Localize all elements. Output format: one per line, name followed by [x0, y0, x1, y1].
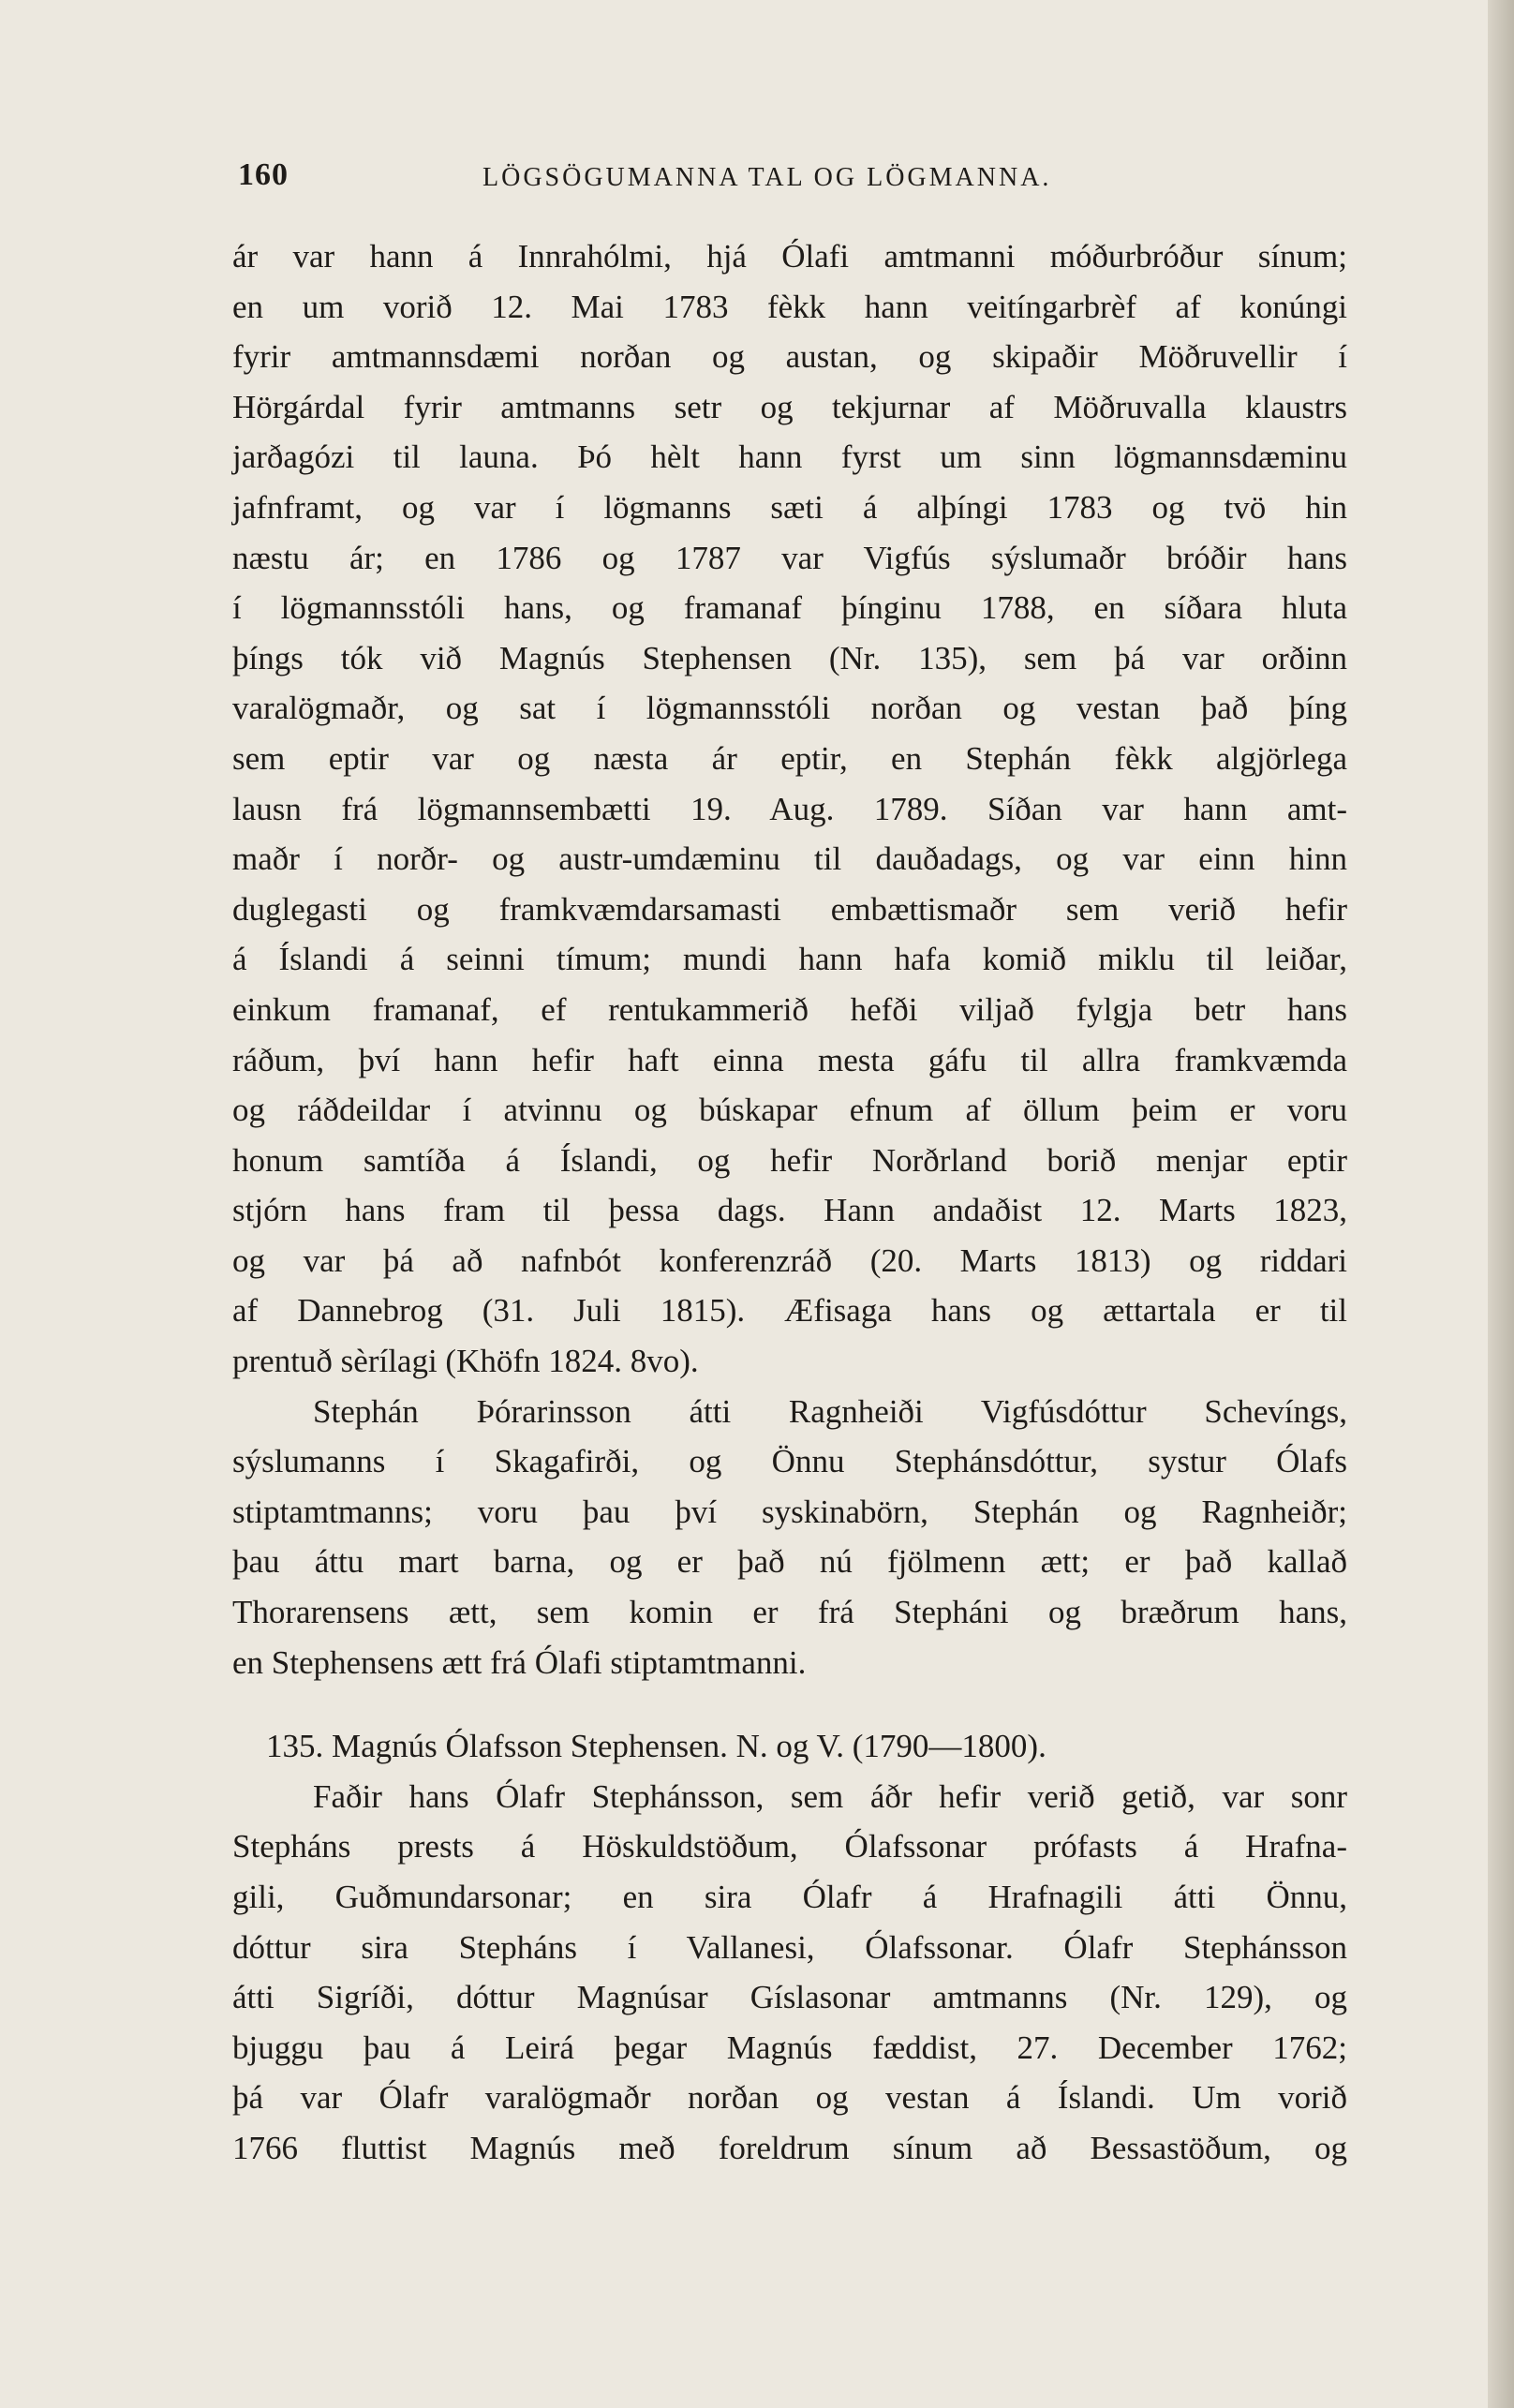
paragraph-3: [232, 1772, 1347, 2174]
page-number: 160: [238, 157, 289, 192]
text-line: duglegasti og framkvæmdarsamasti embættismaðr sem verið hefir: [232, 890, 1347, 928]
running-head: LÖGSÖGUMANNA TAL OG LÖGMANNA.: [482, 163, 1052, 192]
text-line: þíngs tók við Magnús Stephensen (Nr. 135), sem þá var orðinn: [232, 639, 1347, 676]
text-line: sýslumanns í Skagafirði, og Önnu Stephánsdóttur, systur Ólafs: [232, 1443, 1347, 1480]
text-line: gili, Guðmundarsonar; en sira Ólafr á Hrafnagili átti Önnu,: [232, 1879, 1347, 1915]
text-line: lausn frá lögmannsembætti 19. Aug. 1789. Síðan var hann amt-: [232, 790, 1347, 827]
text-line: einkum framanaf, ef rentukammerið hefði viljað fylgja betr hans: [232, 990, 1347, 1028]
text-line: og var þá að nafnbót konferenzráð (20. Marts 1813) og riddari: [232, 1241, 1347, 1279]
text-line: þau áttu mart barna, og er það nú fjölmenn ætt; er það kallað: [232, 1543, 1347, 1581]
text-line: Stepháns prests á Höskuldstöðum, Ólafssonar prófasts á Hrafna-: [232, 1828, 1347, 1865]
text-line: átti Sigríði, dóttur Magnúsar Gíslasonar amtmanns (Nr. 129), og: [232, 1979, 1347, 2016]
text-line: sem eptir var og næsta ár eptir, en Stephán fèkk algjörlega: [232, 739, 1347, 777]
paragraph-1: [232, 231, 1347, 1387]
text-line: honum samtíða á Íslandi, og hefir Norðrland borið menjar eptir: [232, 1141, 1347, 1179]
paragraph-2: [232, 1387, 1347, 1688]
text-line: af Dannebrog (31. Juli 1815). Æfisaga hans og ættartala er til: [232, 1292, 1347, 1330]
text-line: stjórn hans fram til þessa dags. Hann andaðist 12. Marts 1823,: [232, 1192, 1347, 1229]
text-line: jarðagózi til launa. Þó hèlt hann fyrst um sinn lögmannsdæminu: [232, 438, 1347, 476]
text-line: næstu ár; en 1786 og 1787 var Vigfús sýslumaðr bróðir hans: [232, 539, 1347, 576]
text-line: Faðir hans Ólafr Stephánsson, sem áðr hefir verið getið, var sonr: [313, 1777, 1347, 1815]
text-line: ráðum, því hann hefir haft einna mesta gáfu til allra framkvæmda: [232, 1041, 1347, 1078]
text-line: ár var hann á Innrahólmi, hjá Ólafi amtmanni móðurbróður sínum;: [232, 238, 1347, 275]
page-edge-shadow: [1488, 0, 1514, 2408]
text-line: á Íslandi á seinni tímum; mundi hann hafa komið miklu til leiðar,: [232, 941, 1347, 978]
text-line: prentuð sèrílagi (Khöfn 1824. 8vo).: [232, 1343, 699, 1380]
text-line: Thorarensens ætt, sem komin er frá Stepháni og bræðrum hans,: [232, 1594, 1347, 1631]
text-line: stiptamtmanns; voru þau því syskinabörn, Stephán og Ragnheiðr;: [232, 1493, 1347, 1530]
section-heading: 135. Magnús Ólafsson Stephensen. N. og V. (1790—1800).: [266, 1728, 1046, 1765]
text-line: Hörgárdal fyrir amtmanns setr og tekjurnar af Möðruvalla klaustrs: [232, 388, 1347, 425]
text-line: Stephán Þórarinsson átti Ragnheiði Vigfúsdóttur Schevíngs,: [313, 1392, 1347, 1430]
text-line: og ráðdeildar í atvinnu og búskapar efnum af öllum þeim er voru: [232, 1092, 1347, 1129]
text-line: maðr í norðr- og austr-umdæminu til dauðadags, og var einn hinn: [232, 840, 1347, 878]
text-line: í lögmannsstóli hans, og framanaf þínginu 1788, en síðara hluta: [232, 589, 1347, 627]
page-header: [225, 157, 1330, 204]
body-text: [232, 231, 1347, 2174]
text-line: varalögmaðr, og sat í lögmannsstóli norðan og vestan það þíng: [232, 690, 1347, 727]
text-line: en Stephensens ætt frá Ólafi stiptamtmanni.: [232, 1643, 807, 1681]
text-line: fyrir amtmannsdæmi norðan og austan, og skipaðir Möðruvellir í: [232, 338, 1347, 376]
text-line: dóttur sira Stepháns í Vallanesi, Ólafssonar. Ólafr Stephánsson: [232, 1928, 1347, 1966]
text-line: jafnframt, og var í lögmanns sæti á alþíngi 1783 og tvö hin: [232, 488, 1347, 526]
text-line: bjuggu þau á Leirá þegar Magnús fæddist, 27. December 1762;: [232, 2029, 1347, 2066]
text-line: 1766 fluttist Magnús með foreldrum sínum að Bessastöðum, og: [232, 2129, 1347, 2166]
text-line: en um vorið 12. Mai 1783 fèkk hann veitíngarbrèf af konúngi: [232, 288, 1347, 325]
text-line: þá var Ólafr varalögmaðr norðan og vestan á Íslandi. Um vorið: [232, 2079, 1347, 2117]
